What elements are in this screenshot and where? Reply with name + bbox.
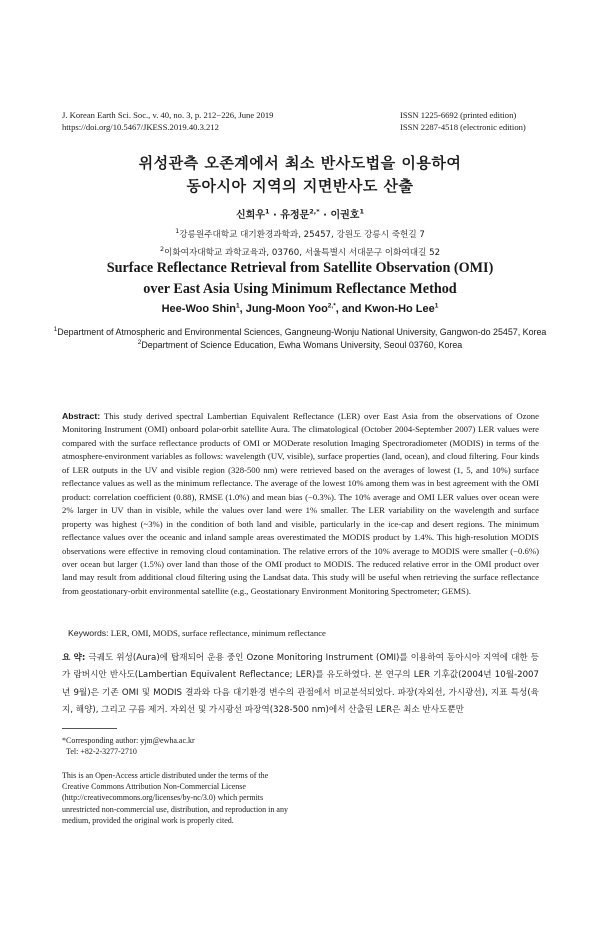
korean-abstract (62, 650, 539, 720)
korean-author-3-sup: 1 (359, 207, 364, 216)
license-note: This is an Open-Access article distributed under the terms of the Creative Commons Attribution Non-Commercial License (http://creativecommons.org/licenses/by-nc/3.0) which permits unrestricted non-commercial use, distribution, and reproduction in any medium, provided the original work is properly cited. (62, 771, 288, 825)
issn-block (400, 109, 526, 133)
affiliation-sup: 2 (137, 339, 142, 347)
english-title-line2: over East Asia Using Minimum Reflectance Method (143, 281, 457, 297)
english-author-2-sup: 2,* (327, 302, 336, 310)
corresponding-tel: Tel: +82-2-3277-2710 (66, 747, 137, 756)
affiliation-sup: 2 (159, 245, 165, 254)
affiliation-text: Department of Atmospheric and Environmental Sciences, Gangneung-Wonju National University, Gangwon-do 25457, Korea (57, 327, 547, 337)
english-author-3: Kwon-Ho Lee (364, 303, 435, 315)
keywords-text: LER, OMI, MODS, surface reflectance, minimum reflectance (110, 628, 326, 638)
journal-citation: J. Korean Earth Sci. Soc., v. 40, no. 3, p. 212−226, June 2019 (62, 110, 274, 120)
english-title (0, 258, 600, 300)
korean-title-line2: 동아시아 지역의 지면반사도 산출 (186, 177, 414, 195)
affiliation-sup: 1 (175, 227, 180, 236)
english-title-line1: Surface Reflectance Retrieval from Satellite Observation (OMI) (106, 260, 494, 276)
author-separator: , and (335, 303, 365, 315)
keywords (68, 628, 326, 638)
korean-authors (0, 206, 600, 221)
korean-abstract-text: 극궤도 위성(Aura)에 탑재되어 운용 중인 Ozone Monitoring Instrument (OMI)를 이용하여 동아시아 지역에 대한 등가 람버시안 반사도(Lambertian Equivalent Reflectance; LER)를 유도하였다. 본 연구의 LER 기후값(2004년 10월-2007년 9월)은 기존 OMI 및 MODIS 결과와 다음 대기환경 변수의 관점에서 비교분석되었다. 파장(자외선, 가시광선), 지표 특성(육지, 해양), 그리고 구름 제거. 자외선 및 가시광선 파장역(328-500 nm)에서 산출된 LER은 최소 반사도뿐만 (62, 653, 539, 716)
affiliation-sup: 1 (53, 326, 58, 334)
korean-author-1: 신희우 (236, 210, 265, 221)
abstract-label: Abstract: (62, 411, 101, 421)
keywords-label: Keywords: (68, 628, 109, 638)
author-separator: · (323, 210, 327, 221)
korean-title (0, 152, 600, 198)
english-author-1-sup: 1 (235, 302, 240, 310)
korean-affiliation-1 (0, 226, 600, 244)
corresponding-email: *Corresponding author: yjm@ewha.ac.kr (62, 736, 195, 745)
abstract (62, 410, 539, 598)
korean-title-line1: 위성관측 오존계에서 최소 반사도법을 이용하여 (138, 154, 462, 172)
korean-abstract-label: 요 약: (62, 653, 86, 663)
author-separator: , (239, 303, 246, 315)
author-separator: · (273, 210, 277, 221)
footnote-divider (62, 728, 117, 729)
korean-affiliations (0, 226, 600, 262)
issn-print: ISSN 1225-6692 (printed edition) (400, 110, 517, 120)
english-author-3-sup: 1 (434, 302, 439, 310)
journal-citation-block (62, 109, 273, 133)
korean-author-2: 유정문 (280, 210, 310, 221)
korean-author-2-sup: 2,* (309, 207, 320, 216)
english-affiliation-2 (30, 339, 570, 352)
affiliation-text: 이화여자대학교 과학교육과, 03760, 서울특별시 서대문구 이화여대길 52 (164, 248, 441, 258)
affiliation-text: 강릉원주대학교 대기환경과학과, 25457, 강원도 강릉시 죽헌길 7 (179, 230, 425, 240)
english-author-1: Hee-Woo Shin (161, 303, 236, 315)
corresponding-author-note (62, 735, 195, 757)
english-affiliations (30, 326, 570, 352)
english-affiliation-1 (30, 326, 570, 339)
doi-link[interactable]: https://doi.org/10.5467/JKESS.2019.40.3.212 (62, 122, 219, 132)
affiliation-text: Department of Science Education, Ewha Womans University, Seoul 03760, Korea (141, 340, 463, 350)
english-authors (0, 303, 600, 315)
issn-electronic: ISSN 2287-4518 (electronic edition) (400, 122, 526, 132)
english-author-2: Jung-Moon Yoo (245, 303, 328, 315)
abstract-text: This study derived spectral Lambertian Equivalent Reflectance (LER) over East Asia from the observations of Ozone Monitoring Instrument (OMI) onboard polar-orbit satellite Aura. The climatological (October 2004-September 2007) LER values were compared with the surface reflectance products of OMI or MODerate resolution Imaging Spectroradiometer (MODIS) in terms of the atmosphere-environment variables as follows: wavelength (UV, visible), surface properties (land, ocean), and cloud filtering. Four kinds of LER outputs in the UV and visible region (328-500 nm) were retrieved based on the averages of lowest (1, 5, and 10%) surface reflectance values as well as the minimum reflectance. The average of the lowest 10% among them was in best agreement with the OMI product: correlation coefficient (0.88), RMSE (1.0%) and mean bias (−0.3%). The 10% average and OMI LER values over ocean were 2% larger in UV than in visible, while the values over land were 1% smaller. The LER variability on the wavelength and surface property was highest (~3%) in the condition of both land and visible, particularly in the ice-cap and desert regions. The minimum reflectance values over the oceanic and inland sample areas overestimated the MODIS product by 1.4%. This high-resolution MODIS observations were effective in removing cloud contamination. The relative errors of the 10% average to MODIS were smaller (−0.6%) over ocean but larger (1.5%) over land than those of the OMI product to MODIS. The reduced relative error in the OMI product over land may result from additional cloud filtering using the Landsat data. This study will be useful when retrieving the surface reflectance from geostationary-orbit environmental satellite (e.g., Geostationary Environment Monitoring Spectrometer; GEMS). (62, 411, 540, 596)
korean-author-3: 이권호 (330, 210, 360, 221)
korean-author-1-sup: 1 (264, 207, 270, 216)
